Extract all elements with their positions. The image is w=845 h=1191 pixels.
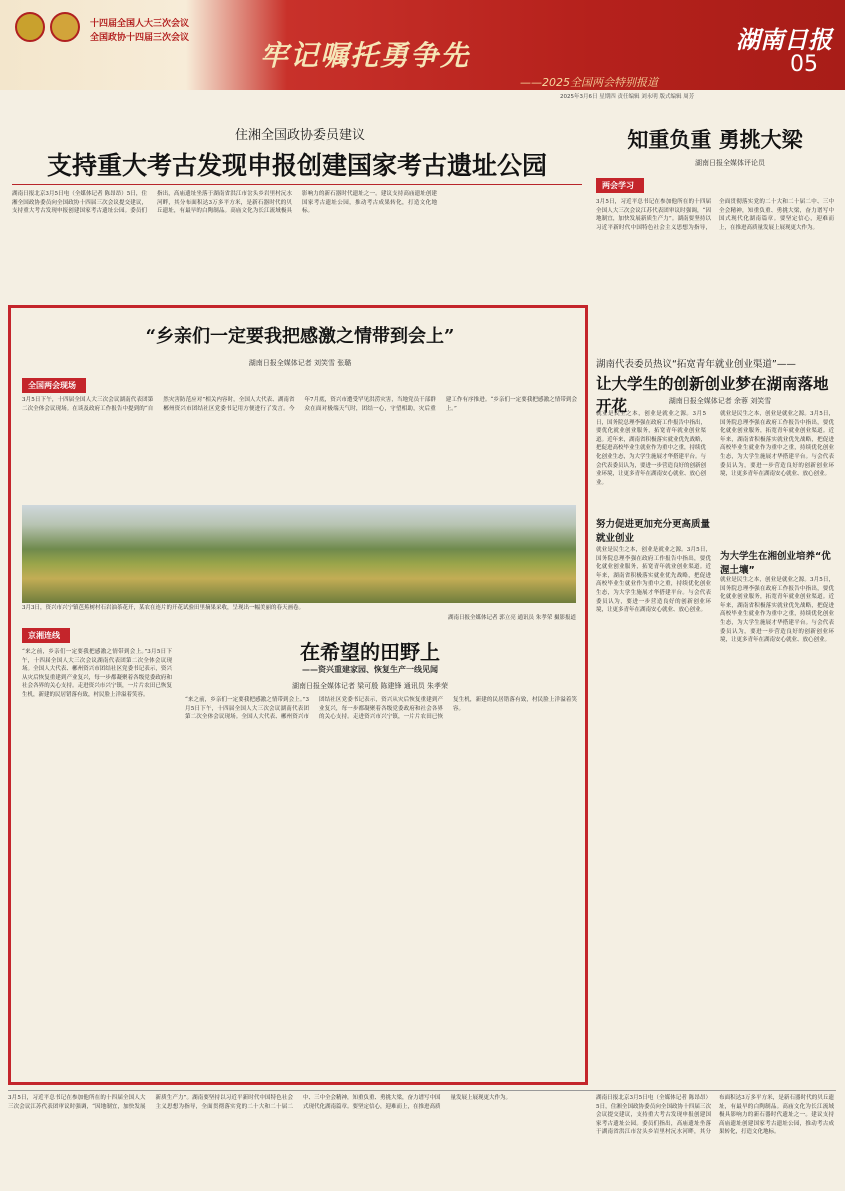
column-title: 知重负重 勇挑大梁 <box>627 128 803 152</box>
feature-sub-title: 在希望的田野上 <box>300 640 440 664</box>
bottom-divider <box>8 1090 836 1091</box>
feature-sub-body: “来之前，乡亲们一定要我把感激之情带到会上。”3月5日下午，十四届全国人大三次会议湖南代表团第二次全体会议现场。全国人大代表、郴州资兴市团结社区党委书记表示，资兴从灾后恢复重建到产业复兴，每一步都凝聚着各级党委政府和社会各界的关心支持。走进资兴市兴宁镇，一片片农田已恢复生机，新建的民居错落有致，村民脸上洋溢着笑容。 <box>185 697 577 721</box>
right-sub2: 为大学生在湘创业培养“优渥土壤” <box>720 551 831 576</box>
right-body-d: 就业是民生之本，创业是就业之源。3月5日，国务院总理李强在政府工作报告中指出，要优化就业创业服务，拓宽青年就业创业渠道。近年来，湖南省积极落实就业优先战略，把促进高校毕业生就业作为重中之重，持续优化创业生态，为大学生施展才华搭建平台。与会代表委员认为，要进一步营造良好的创新创业环境，让更多青年在湖南安心就业、放心创业。 <box>720 577 834 644</box>
photo-caption: 3月3日，资兴市兴宁镇芭蕉树村石岩油茶花开，某农在连片的开花试验田里摘果采收，呈现出一幅美丽的春天画卷。 <box>22 605 305 611</box>
lead-title: 支持重大考古发现申报创建国家考古遗址公园 <box>46 151 547 180</box>
bottom-continuation-left: 3月5日，习近平总书记在参加他所在的十四届全国人大三次会议江苏代表团审议时强调，“因地制宜，加快发展新质生产力”。湖南要坚持以习近平新时代中国特色社会主义思想为指导，全面贯彻落实党的二十大和二十届二中、三中全会精神，知重负重、勇挑大梁，奋力谱写中国式现代化湖南篇章。要坚定信心，迎难而上，在推进高质量发展上展现更大作为。 <box>8 1095 512 1110</box>
feature-byline: 湖南日报全媒体记者 刘笑雪 张璐 <box>248 359 352 367</box>
lead-body: 湖南日报北京3月5日电（全媒体记者 陈昂昂）5日，住湘全国政协委员向全国政协十四届三次会议提交建议，支持重大考古发现申报创建国家考古遗址公园。委员们指出，高庙遗址坐落于湖南省洪江市岔头乡岩里村沅水河畔，其分布面积达3万多平方米，是新石器时代的贝丘遗址，有最早的白陶制品。高庙文化为长江流域极具影响力的新石器时代遗址之一。建议支持高庙遗址创建国家考古遗址公园，推动考古成果转化，打造文化地标。 <box>12 191 437 215</box>
masthead-line2: 全国政协十四届三次会议 <box>90 33 190 43</box>
feature-title: “乡亲们一定要我把感激之情带到会上” <box>145 326 455 347</box>
right-byline: 湖南日报全媒体记者 余蓉 刘笑雪 <box>668 397 772 405</box>
lead-kicker: 住湘全国政协委员建议 <box>234 128 365 143</box>
feature-body: 3月5日下午，十四届全国人大三次会议湖南代表团第二次全体会议现场。在谈及政府工作报告中提到的“自然灾害防范应对”相关内容时，全国人大代表、湖南省郴州资兴市团结社区党委书记用方便进行了发言。今年7月底，资兴市遭受罕见洪涝灾害，当地党员干部群众在面对极端天气时，团结一心，守望相助，灾后重建工作有序推进。“乡亲们一定要我把感激之情带到会上。” <box>22 397 577 412</box>
feature-photo <box>22 505 576 603</box>
bottom-continuation-right: 湖南日报北京3月5日电（全媒体记者 陈昂昂）5日，住湘全国政协委员向全国政协十四届三次会议提交建议，支持重大考古发现申报创建国家考古遗址公园。委员们指出，高庙遗址坐落于湖南省洪江市岔头乡岩里村沅水河畔，其分布面积达3万多平方米，是新石器时代的贝丘遗址，有最早的白陶制品。高庙文化为长江流域极具影响力的新石器时代遗址之一。建议支持高庙遗址创建国家考古遗址公园，推动考古成果转化，打造文化地标。 <box>596 1095 834 1136</box>
feature-tag2: 京湘连线 <box>22 628 70 643</box>
right-title: 让大学生的创新创业梦在湖南落地开花 <box>596 375 829 415</box>
right-body-b: 就业是民生之本，创业是就业之源。3月5日，国务院总理李强在政府工作报告中指出，要优化就业创业服务，拓宽青年就业创业渠道。近年来，湖南省积极落实就业优先战略，把促进高校毕业生就业作为重中之重，持续优化创业生态，为大学生施展才华搭建平台。与会代表委员认为，要进一步营造良好的创新创业环境，让更多青年在湖南安心就业、放心创业。 <box>596 547 711 614</box>
lead-divider <box>12 184 582 185</box>
photo-credit: 湖南日报全媒体记者 郭立亮 通讯员 朱孝荣 摄影报道 <box>448 615 576 621</box>
column-tag: 两会学习 <box>596 178 644 193</box>
feature-sub-byline: 湖南日报全媒体记者 梁可殷 陈建锋 通讯员 朱孝荣 <box>292 682 448 690</box>
masthead-subtitle: ——2025全国两会特别报道 <box>520 76 658 89</box>
column-body: 3月5日，习近平总书记在参加他所在的十四届全国人大三次会议江苏代表团审议时强调，“因地制宜，加快发展新质生产力”。湖南要坚持以习近平新时代中国特色社会主义思想为指导，全面贯彻落实党的二十大和二十届二中、三中全会精神，知重负重、勇挑大梁，奋力谱写中国式现代化湖南篇章。要坚定信心，迎难而上，在推进高质量发展上展现更大作为。 <box>596 199 834 231</box>
feature-sub-sub: ——资兴重建家园、恢复生产一线见闻 <box>302 665 438 674</box>
right-body-c: 就业是民生之本，创业是就业之源。3月5日，国务院总理李强在政府工作报告中指出，要优化就业创业服务，拓宽青年就业创业渠道。近年来，湖南省积极落实就业优先战略，把促进高校毕业生就业作为重中之重，持续优化创业生态，为大学生施展才华搭建平台。与会代表委员认为，要进一步营造良好的创新创业环境，让更多青年在湖南安心就业、放心创业。 <box>720 411 834 478</box>
national-emblem-icon <box>15 12 45 42</box>
column-byline: 湖南日报全媒体评论员 <box>695 159 765 167</box>
page-number: 05 <box>790 52 818 77</box>
feature-sub-body-col1: “来之前，乡亲们一定要我把感激之情带到会上。”3月5日下午，十四届全国人大三次会议湖南代表团第二次全体会议现场。全国人大代表、郴州资兴市团结社区党委书记表示，资兴从灾后恢复重建到产业复兴，每一步都凝聚着各级党委政府和社会各界的关心支持。走进资兴市兴宁镇，一片片农田已恢复生机，新建的民居错落有致，村民脸上洋溢着笑容。 <box>22 649 172 698</box>
feature-tag: 全国两会现场 <box>22 378 86 393</box>
masthead-line1: 十四届全国人大三次会议 <box>90 19 190 29</box>
masthead-slogan: 牢记嘱托勇争先 <box>260 39 471 72</box>
cppcc-emblem-icon <box>50 12 80 42</box>
dateline: 2025年3月6日 星期四 责任编辑 刘永明 版式编辑 周芳 <box>560 94 695 100</box>
right-kicker: 湖南代表委员热议“拓宽青年就业创业渠道”—— <box>596 359 796 370</box>
paper-name: 湖南日报 <box>736 25 832 54</box>
right-sub1: 努力促进更加充分更高质量就业创业 <box>596 519 711 544</box>
right-body-a: 就业是民生之本，创业是就业之源。3月5日，国务院总理李强在政府工作报告中指出，要优化就业创业服务，拓宽青年就业创业渠道。近年来，湖南省积极落实就业优先战略，把促进高校毕业生就业作为重中之重，持续优化创业生态，为大学生施展才华搭建平台。与会代表委员认为，要进一步营造良好的创新创业环境，让更多青年在湖南安心就业、放心创业。 <box>596 411 706 486</box>
